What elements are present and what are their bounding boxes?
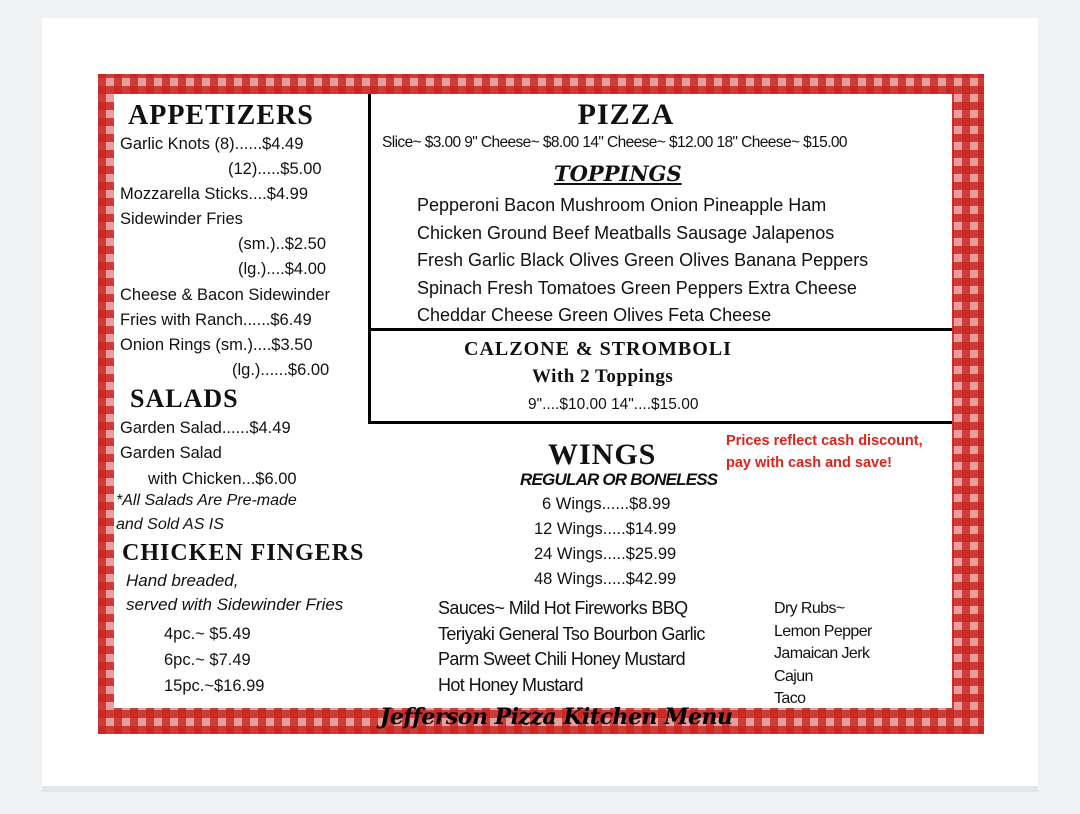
menu-title: Jefferson Pizza Kitchen Menu: [380, 704, 733, 730]
appetizer-item: Sidewinder Fries: [120, 210, 243, 228]
checkered-menu-border: [98, 74, 984, 734]
chicken-fingers-heading: CHICKEN FINGERS: [122, 540, 365, 566]
appetizer-item: Onion Rings (sm.)....$3.50: [120, 336, 313, 354]
wings-heading: WINGS: [548, 438, 657, 471]
chicken-fingers-price: 4pc.~ $5.49: [164, 625, 251, 643]
chicken-fingers-desc: Hand breaded,: [126, 571, 239, 590]
pizza-prices: Slice~ $3.00 9" Cheese~ $8.00 14" Cheese~ $12.00 18" Cheese~ $15.00: [382, 134, 847, 151]
appetizers-heading: APPETIZERS: [128, 100, 314, 131]
salad-item: Garden Salad......$4.49: [120, 419, 291, 437]
salads-heading: SALADS: [130, 384, 239, 413]
appetizer-item: (12).....$5.00: [228, 160, 322, 178]
appetizer-item: Cheese & Bacon Sidewinder: [120, 286, 331, 304]
wings-sub: REGULAR OR BONELESS: [520, 470, 718, 489]
dry-rubs-line: Taco: [774, 690, 806, 707]
appetizer-item: (lg.)....$4.00: [238, 260, 327, 278]
appetizer-item: (sm.)..$2.50: [238, 235, 327, 253]
appetizer-item: (lg.)......$6.00: [232, 361, 330, 379]
calzone-sub: With 2 Toppings: [532, 366, 674, 387]
toppings-line: Cheddar Cheese Green Olives Feta Cheese: [417, 305, 772, 325]
vertical-divider: [368, 94, 371, 424]
salad-item: Garden Salad: [120, 444, 222, 462]
wings-price: 6 Wings......$8.99: [542, 495, 671, 513]
cash-notice: Prices reflect cash discount,: [726, 433, 923, 449]
chicken-fingers-desc: served with Sidewinder Fries: [126, 595, 344, 614]
dry-rubs-line: Dry Rubs~: [774, 600, 845, 617]
toppings-line: Chicken Ground Beef Meatballs Sausage Jalapenos: [417, 222, 835, 243]
sauces-line: Parm Sweet Chili Honey Mustard: [438, 649, 686, 669]
salad-note: *All Salads Are Pre-made: [116, 492, 297, 509]
pizza-heading: PIZZA: [577, 98, 675, 131]
sauces-line: Teriyaki General Tso Bourbon Garlic: [438, 623, 705, 644]
toppings-line: Fresh Garlic Black Olives Green Olives Banana Peppers: [417, 250, 869, 270]
dry-rubs-line: Cajun: [774, 667, 813, 685]
toppings-heading: TOPPINGS: [554, 161, 682, 186]
appetizer-item: Mozzarella Sticks....$4.99: [120, 185, 308, 203]
sauces-line: Sauces~ Mild Hot Fireworks BBQ: [438, 598, 688, 618]
calzone-wings-divider: [368, 421, 952, 424]
sheet-shadow: [42, 786, 1038, 792]
wings-price: 24 Wings.....$25.99: [534, 545, 677, 563]
dry-rubs-line: Lemon Pepper: [774, 622, 872, 640]
sauces-line: Hot Honey Mustard: [438, 674, 583, 695]
calzone-prices: 9"....$10.00 14"....$15.00: [528, 396, 699, 413]
wings-price: 12 Wings.....$14.99: [534, 520, 677, 538]
appetizer-item: Garlic Knots (8)......$4.49: [120, 135, 304, 153]
wings-price: 48 Wings.....$42.99: [534, 570, 677, 588]
calzone-heading: CALZONE & STROMBOLI: [464, 338, 732, 360]
toppings-line: Pepperoni Bacon Mushroom Onion Pineapple Ham: [417, 195, 827, 215]
appetizer-item: Fries with Ranch......$6.49: [120, 311, 312, 329]
toppings-line: Spinach Fresh Tomatoes Green Peppers Extra Cheese: [417, 277, 857, 298]
dry-rubs-line: Jamaican Jerk: [774, 645, 870, 662]
chicken-fingers-price: 6pc.~ $7.49: [164, 651, 251, 669]
cash-notice: pay with cash and save!: [726, 455, 893, 471]
salad-note: and Sold AS IS: [116, 516, 224, 533]
salad-item: with Chicken...$6.00: [148, 470, 297, 488]
chicken-fingers-price: 15pc.~$16.99: [164, 677, 265, 695]
menu-content: [114, 94, 952, 708]
